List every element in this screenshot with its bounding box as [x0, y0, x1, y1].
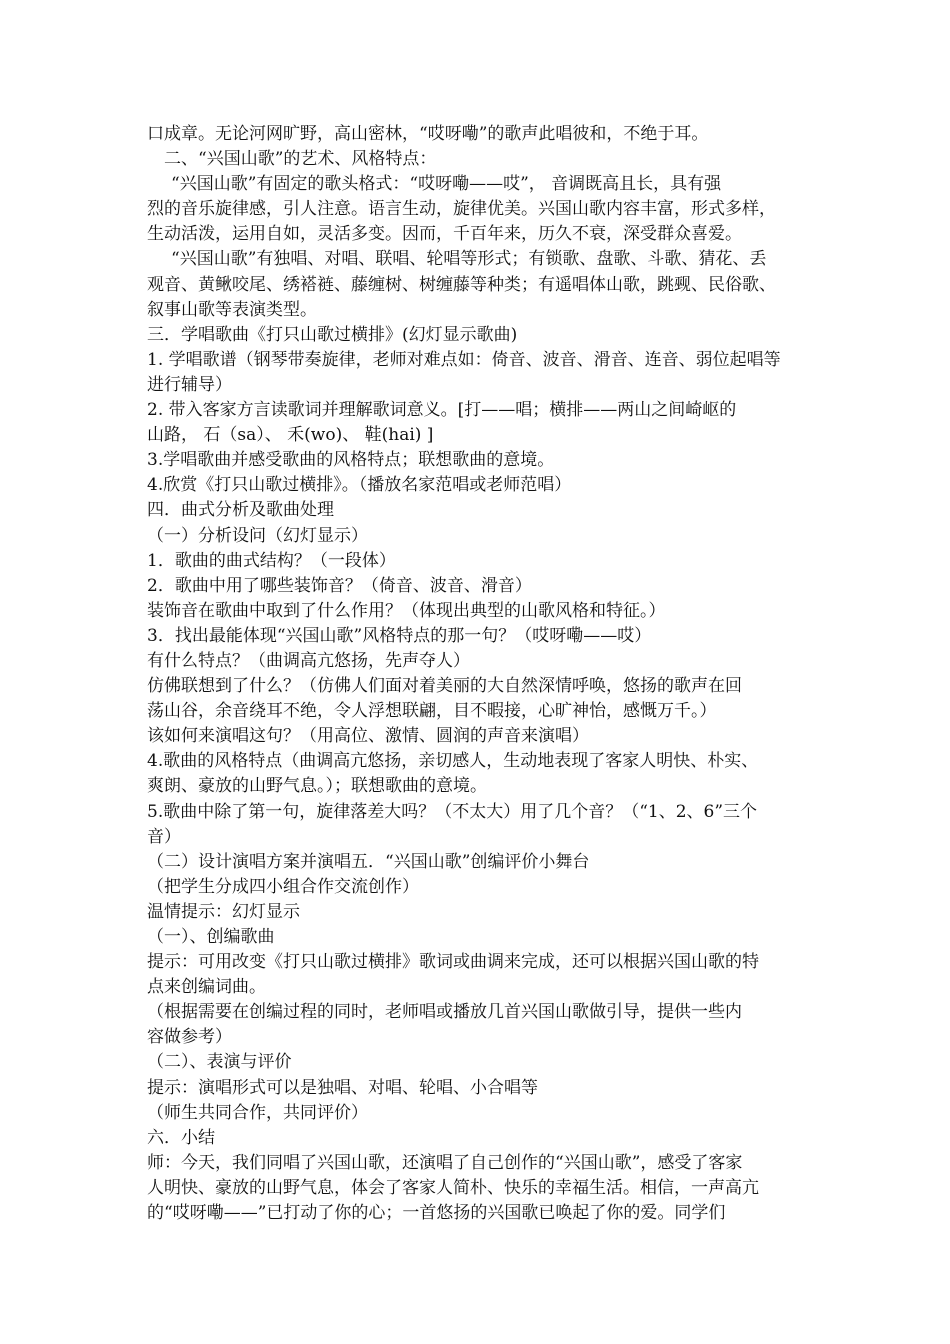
subsection-heading: （一）分析设问（幻灯显示）	[147, 525, 368, 546]
text-line: “兴国山歌”有固定的歌头格式：“哎呀嘞——哎”， 音调既高且长，具有强	[171, 174, 722, 195]
text-line: 温情提示：幻灯显示	[147, 901, 300, 922]
section-heading: 二、“兴国山歌”的艺术、风格特点：	[164, 149, 437, 170]
text-line: 该如何来演唱这句？（用高位、激情、圆润的声音来演唱）	[147, 726, 589, 747]
subsection-heading: （二）设计演唱方案并演唱五．“兴国山歌”创编评价小舞台	[147, 851, 590, 872]
text-line: 口成章。无论河网旷野，高山密林，“哎呀嘞”的歌声此唱彼和，不绝于耳。	[147, 124, 709, 144]
text-line: 5.歌曲中除了第一句，旋律落差大吗？（不太大）用了几个音？（“1、2、6”三个	[147, 801, 758, 822]
text-line: 有什么特点？（曲调高亢悠扬，先声夺人）	[147, 650, 470, 671]
text-line: 2．歌曲中用了哪些装饰音？（倚音、波音、滑音）	[147, 575, 532, 596]
text-line: 点来创编词曲。	[147, 977, 266, 998]
text-line: 叙事山歌等表演类型。	[147, 299, 317, 320]
text-line: （师生共同合作，共同评价）	[147, 1102, 368, 1123]
section-heading: 六．小结	[147, 1127, 215, 1148]
text-line: 1. 学唱歌谱（钢琴带奏旋律，老师对难点如：倚音、波音、滑音、连音、弱位起唱等	[147, 349, 781, 370]
text-line: 4.欣赏《打只山歌过横排》。（播放名家范唱或老师范唱）	[147, 475, 572, 496]
text-line: “兴国山歌”有独唱、对唱、联唱、轮唱等形式；有锁歌、盘歌、斗歌、猜花、丢	[171, 249, 767, 270]
text-line: 2. 带入客家方言读歌词并理解歌词意义。[打——唱；横排——两山之间崎岖的	[147, 400, 737, 421]
text-line: 进行辅导）	[147, 374, 232, 395]
text-line: 1．歌曲的曲式结构？（一段体）	[147, 550, 396, 571]
section-heading: 三．学唱歌曲《打只山歌过横排》(幻灯显示歌曲)	[147, 324, 518, 345]
text-line: 音）	[147, 826, 181, 847]
text-line: （把学生分成四小组合作交流创作）	[147, 876, 419, 897]
text-line: 观音、黄鳅咬尾、绣褡裢、藤缠树、树缠藤等种类；有遥唱体山歌，跳觋、民俗歌、	[147, 274, 776, 295]
text-line: 仿佛联想到了什么？（仿佛人们面对着美丽的大自然深情呼唤，悠扬的歌声在回	[147, 676, 742, 697]
text-line: 3.学唱歌曲并感受歌曲的风格特点；联想歌曲的意境。	[147, 450, 555, 471]
text-line: 装饰音在歌曲中取到了什么作用？（体现出典型的山歌风格和特征。）	[147, 600, 666, 621]
text-line: 提示：演唱形式可以是独唱、对唱、轮唱、小合唱等	[147, 1077, 538, 1098]
text-line: 3．找出最能体现“兴国山歌”风格特点的那一句？（哎呀嘞——哎）	[147, 625, 652, 646]
text-line: 的“哎呀嘞——”已打动了你的心；一首悠扬的兴国歌已唤起了你的爱。同学们	[147, 1203, 726, 1224]
text-line: 山路， 石（sa）、 禾(wo)、 鞋(hai) ]	[147, 425, 434, 446]
text-line: 提示：可用改变《打只山歌过横排》歌词或曲调来完成，还可以根据兴国山歌的特	[147, 952, 759, 973]
text-line: （根据需要在创编过程的同时，老师唱或播放几首兴国山歌做引导，提供一些内	[147, 1002, 742, 1023]
text-line: 烈的音乐旋律感，引人注意。语言生动，旋律优美。兴国山歌内容丰富，形式多样，	[147, 199, 776, 220]
subsection-heading: （一）、创编歌曲	[147, 927, 275, 947]
text-line: 4.歌曲的风格特点（曲调高亢悠扬，亲切感人，生动地表现了客家人明快、朴实、	[147, 751, 759, 772]
subsection-heading: （二）、表演与评价	[147, 1052, 292, 1073]
text-line: 爽朗、豪放的山野气息。）；联想歌曲的意境。	[147, 776, 487, 797]
text-line: 师：今天，我们同唱了兴国山歌，还演唱了自己创作的“兴国山歌”，感受了客家	[147, 1152, 743, 1173]
text-line: 生动活泼，运用自如，灵活多变。因而，千百年来，历久不衰，深受群众喜爱。	[147, 224, 742, 245]
document-body	[147, 122, 812, 1226]
text-line: 容做参考）	[147, 1027, 232, 1048]
section-heading: 四．曲式分析及歌曲处理	[147, 500, 334, 521]
text-line: 人明快、豪放的山野气息，体会了客家人简朴、快乐的幸福生活。相信，一声高亢	[147, 1177, 759, 1198]
text-line: 荡山谷，余音绕耳不绝，令人浮想联翩，目不暇接，心旷神怡，感慨万千。）	[147, 701, 717, 722]
